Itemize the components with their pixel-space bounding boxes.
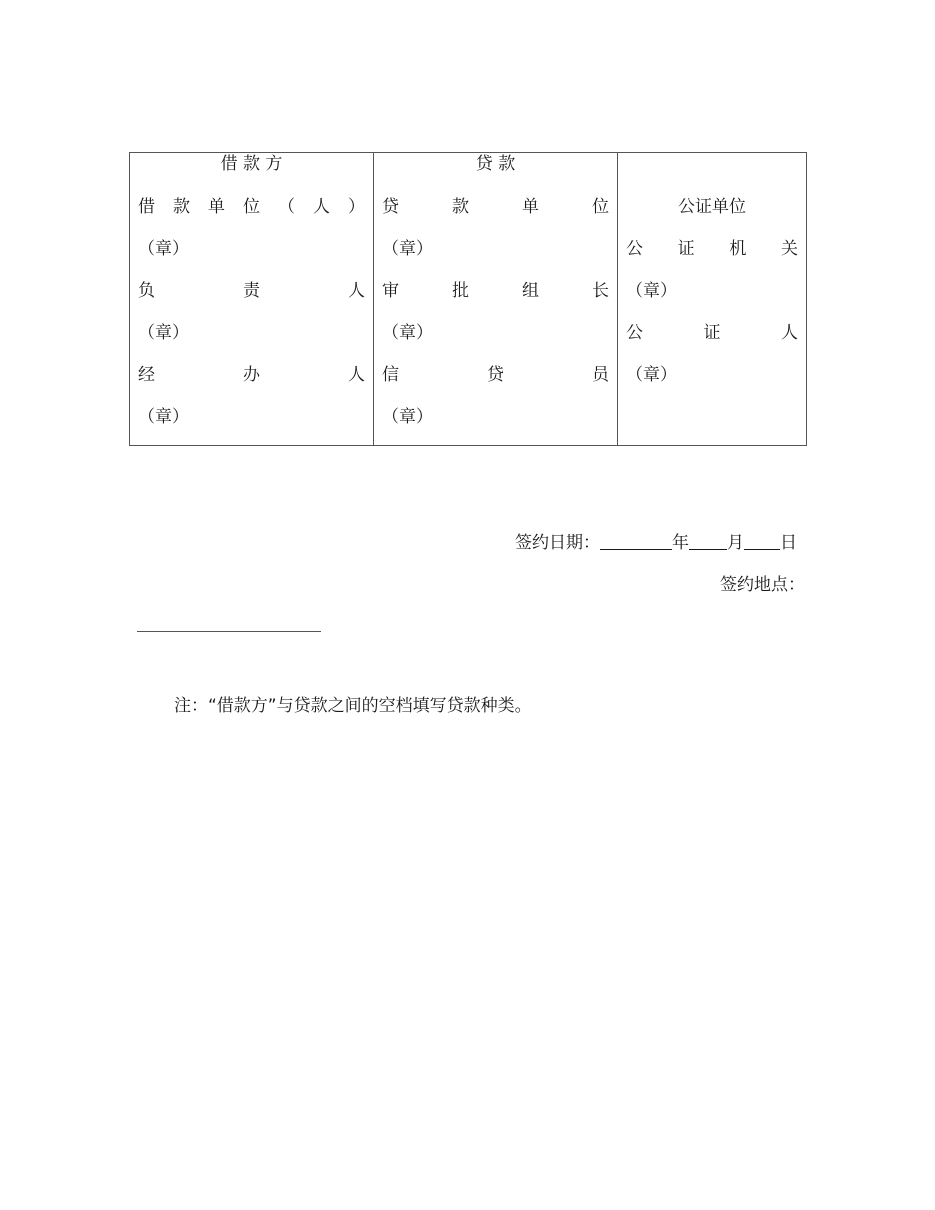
char: 批 xyxy=(452,281,469,301)
signing-place-label: 签约地点： xyxy=(720,575,805,595)
char: 公 xyxy=(626,239,643,259)
char: 审 xyxy=(382,281,399,301)
signing-place xyxy=(720,573,805,597)
year-blank[interactable] xyxy=(600,531,672,550)
footnote-divider xyxy=(137,631,321,632)
notary-cell xyxy=(618,153,807,446)
signature-table xyxy=(129,152,807,446)
lender-unit-seal: （章） xyxy=(382,239,433,259)
char: 位 xyxy=(243,197,260,217)
char: 单 xyxy=(522,197,539,217)
borrower-responsible-seal: （章） xyxy=(138,323,189,343)
day-blank[interactable] xyxy=(744,531,780,550)
lender-cell xyxy=(374,153,618,446)
char: 负 xyxy=(138,281,155,301)
notary-person-seal: （章） xyxy=(626,365,677,385)
char: 款 xyxy=(173,197,190,217)
borrower-responsible-label xyxy=(138,280,365,302)
char: 办 xyxy=(243,365,260,385)
borrower-unit-label xyxy=(138,196,365,218)
char: 公 xyxy=(626,323,643,343)
lender-approver-seal: （章） xyxy=(382,323,433,343)
signing-date-label: 签约日期： xyxy=(515,533,600,553)
char: 机 xyxy=(729,239,747,259)
char: 关 xyxy=(780,239,798,259)
lender-approver-label xyxy=(382,280,609,302)
char: 组 xyxy=(522,281,539,301)
char: 位 xyxy=(592,197,609,217)
char: 员 xyxy=(592,365,609,385)
char: 责 xyxy=(243,281,260,301)
borrower-unit-seal: （章） xyxy=(138,239,189,259)
char: 人 xyxy=(348,281,365,301)
year-label: 年 xyxy=(672,533,689,553)
day-label: 日 xyxy=(780,533,797,553)
notary-org-seal: （章） xyxy=(626,281,677,301)
lender-clerk-label xyxy=(382,364,609,386)
notary-person-label xyxy=(626,322,798,344)
footnote-text: 注：“借款方”与贷款之间的空档填写贷款种类。 xyxy=(174,696,532,716)
month-label: 月 xyxy=(727,533,744,553)
char: 经 xyxy=(138,365,155,385)
char: 贷 xyxy=(487,365,504,385)
lender-unit-label xyxy=(382,196,609,218)
char: 人 xyxy=(313,197,330,217)
borrower-handler-seal: （章） xyxy=(138,407,189,427)
lender-header: 贷 款 xyxy=(475,154,516,174)
borrower-cell xyxy=(130,153,374,446)
notary-org-label xyxy=(626,238,798,260)
char: 人 xyxy=(781,323,798,343)
char: ） xyxy=(348,197,365,217)
char: 单 xyxy=(208,197,225,217)
char: 款 xyxy=(452,197,469,217)
char: 借 xyxy=(138,197,155,217)
borrower-handler-label xyxy=(138,364,365,386)
borrower-header: 借 款 方 xyxy=(220,154,283,174)
char: 证 xyxy=(677,239,695,259)
notary-header: 公证单位 xyxy=(678,197,746,217)
char: 贷 xyxy=(382,197,399,217)
month-blank[interactable] xyxy=(689,531,727,550)
char: 证 xyxy=(703,323,721,343)
char: 人 xyxy=(348,365,365,385)
lender-clerk-seal: （章） xyxy=(382,407,433,427)
char: （ xyxy=(278,197,295,217)
char: 长 xyxy=(592,281,609,301)
char: 信 xyxy=(382,365,399,385)
signing-date xyxy=(515,531,797,555)
